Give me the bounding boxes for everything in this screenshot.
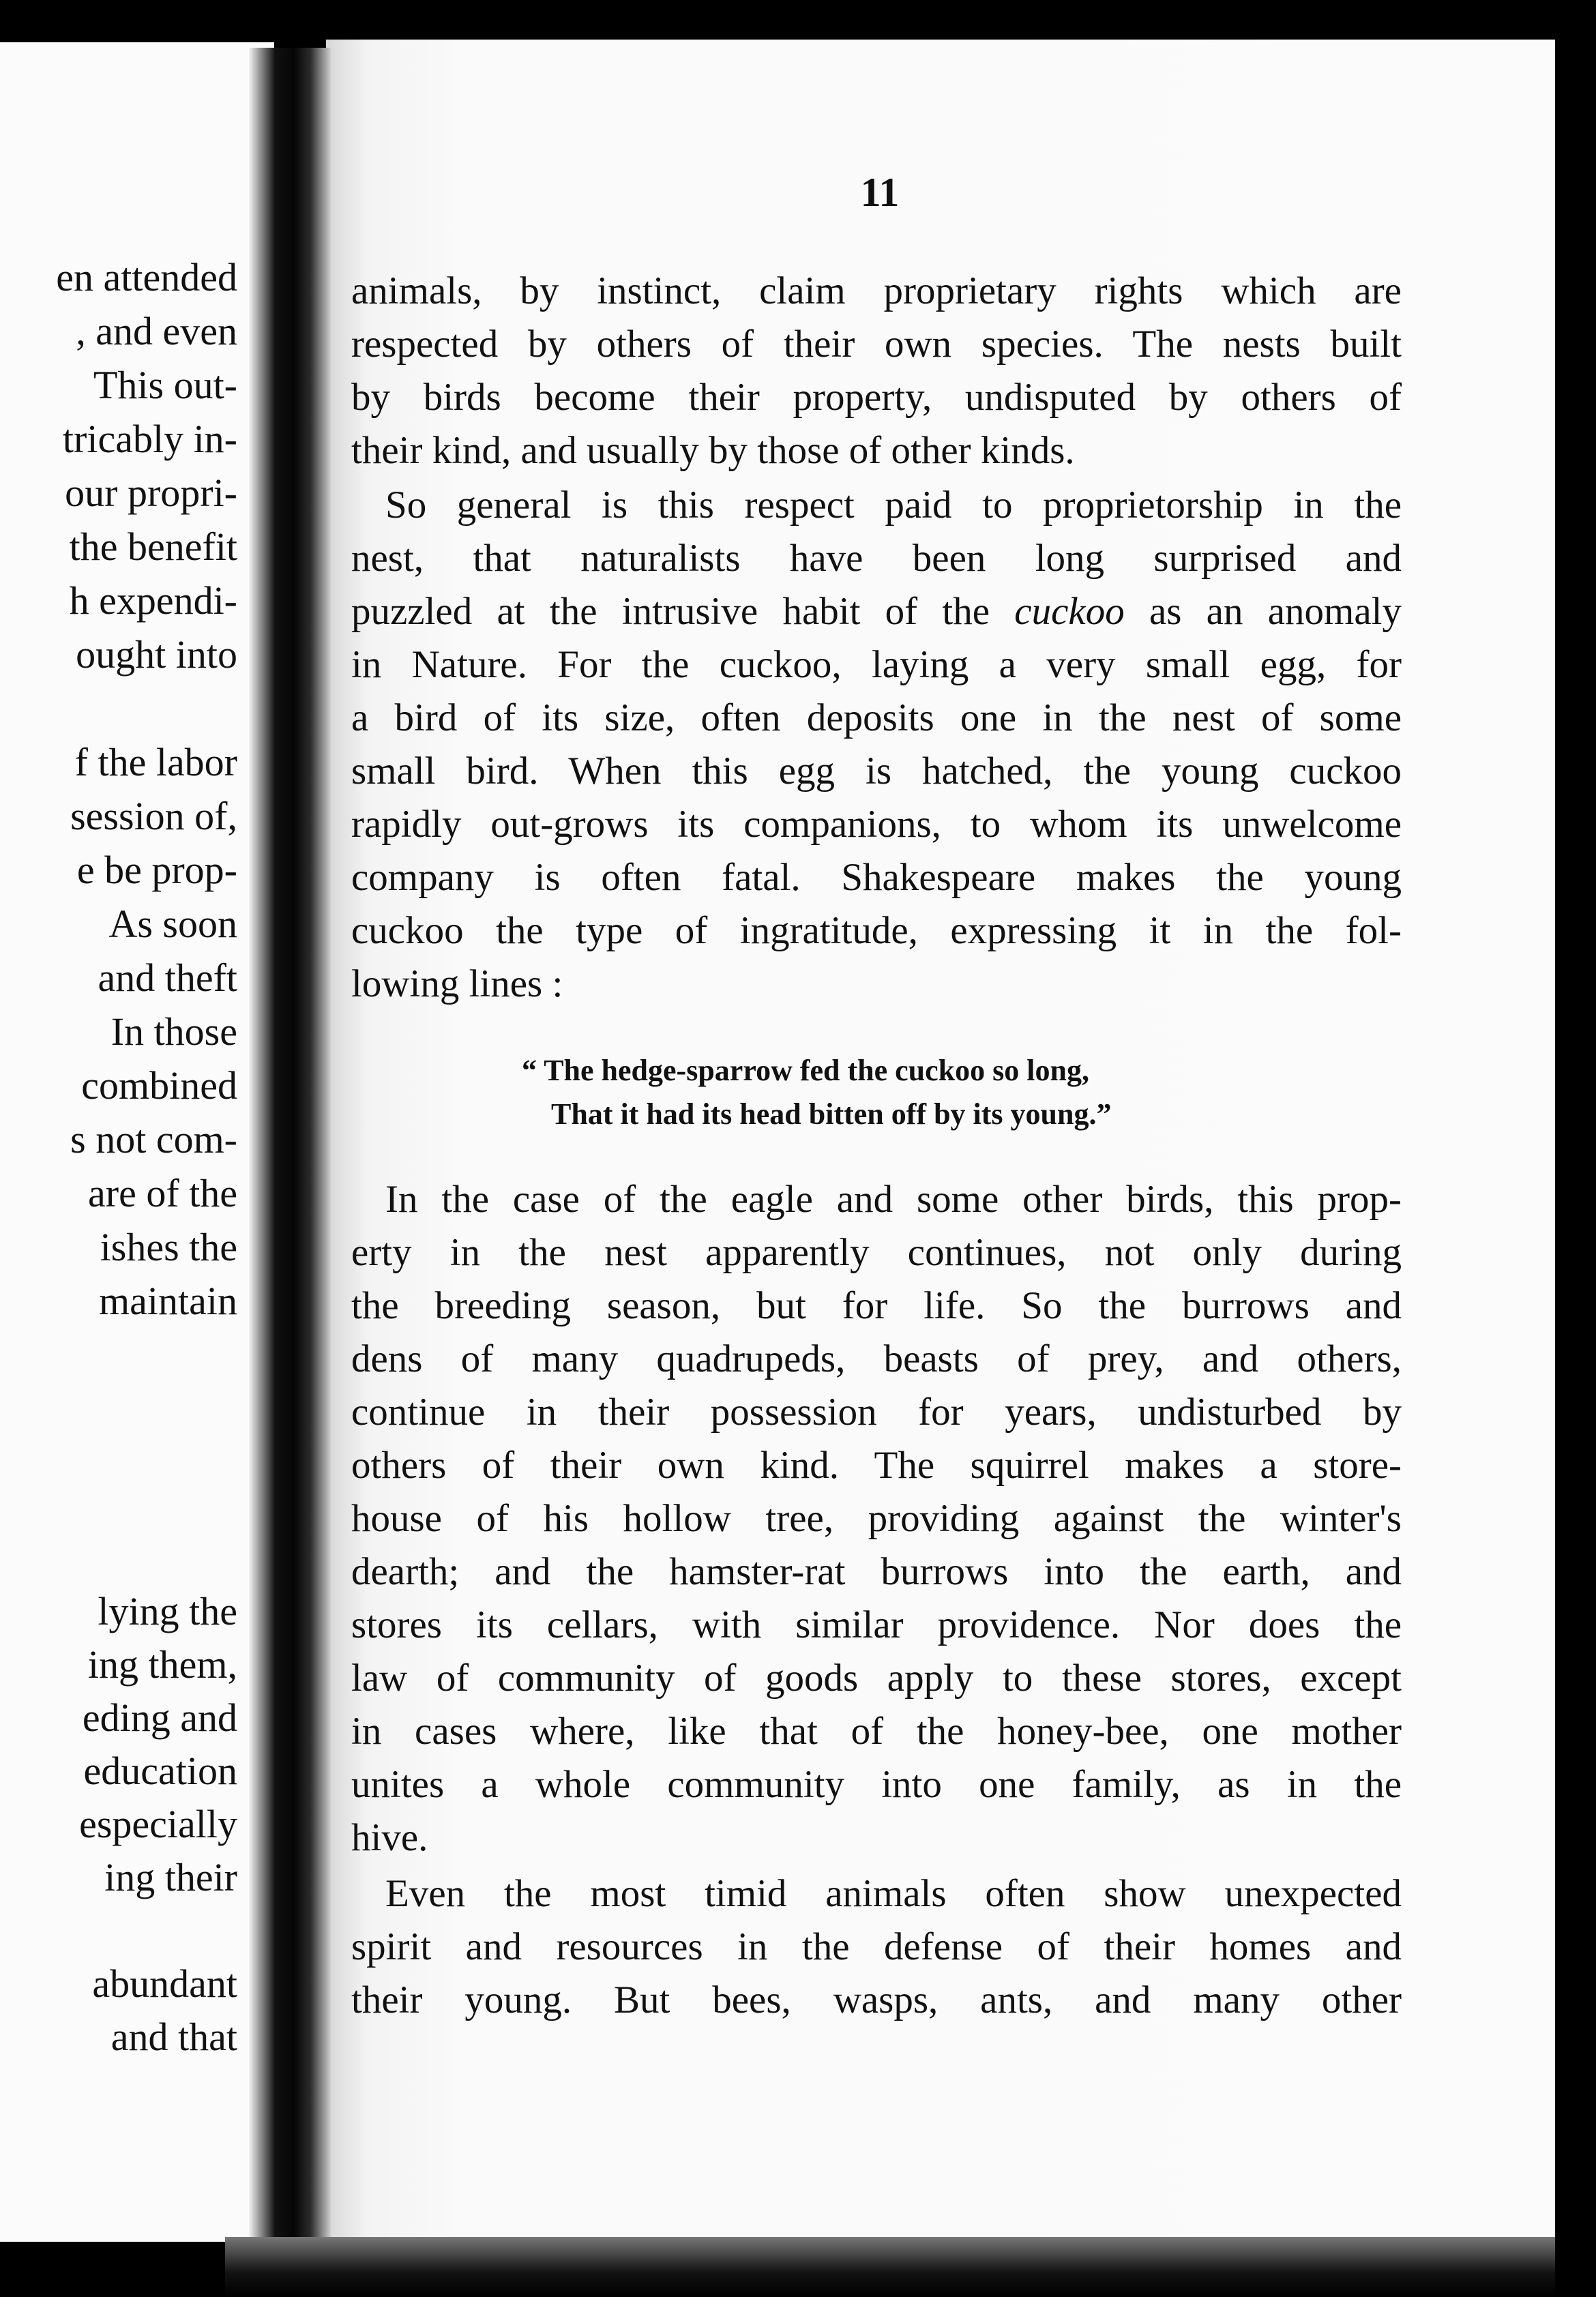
left-page-line: especially: [79, 1802, 237, 1846]
left-page-line: ing them,: [87, 1642, 237, 1687]
left-page-line: maintain: [99, 1279, 237, 1323]
left-page-line: ing their: [104, 1855, 237, 1899]
body-line: spirit and resources in the defense of their homes and: [351, 1925, 1402, 1968]
left-page-line: e be prop-: [76, 848, 237, 892]
right-edge-border: [1555, 0, 1596, 2297]
body-line: animals, by instinct, claim proprietary rights which are: [351, 269, 1402, 312]
bottom-edge-shadow: [225, 2237, 1555, 2297]
left-page-line: abundant: [92, 1961, 237, 2006]
body-line: small bird. When this egg is hatched, the young cuckoo: [351, 750, 1402, 792]
left-page-line: eding and: [82, 1695, 237, 1740]
quote-line: That it had its head bitten off by its young.”: [551, 1097, 1112, 1131]
italic-word: cuckoo: [1014, 590, 1125, 633]
body-line: unites a whole community into one family, as in the: [351, 1763, 1402, 1806]
body-line: Even the most timid animals often show unexpected: [385, 1872, 1402, 1915]
body-text: as an anomaly: [1124, 590, 1402, 633]
body-line: law of community of goods apply to these stores, except: [351, 1657, 1402, 1700]
body-line: dens of many quadrupeds, beasts of prey, and others,: [351, 1337, 1402, 1380]
body-line: in Nature. For the cuckoo, laying a very small egg, for: [351, 643, 1402, 686]
body-line: others of their own kind. The squirrel makes a store-: [351, 1444, 1402, 1487]
left-page-line: f the labor: [74, 740, 237, 784]
body-line: erty in the nest apparently continues, not only during: [351, 1231, 1402, 1274]
body-line: a bird of its size, often deposits one in the nest of some: [351, 696, 1402, 739]
body-line: rapidly out-grows its companions, to whom its unwelcome: [351, 803, 1402, 846]
left-facing-page: [0, 42, 274, 2242]
left-page-line: ought into: [76, 632, 237, 677]
left-page-line: session of,: [70, 794, 237, 838]
left-page-line: h expendi-: [69, 578, 237, 623]
left-page-line: our propri-: [65, 471, 237, 515]
body-line: nest, that naturalists have been long surprised and: [351, 537, 1402, 580]
body-line: dearth; and the hamster-rat burrows into the earth, and: [351, 1550, 1402, 1593]
left-page-line: In those: [110, 1009, 237, 1054]
left-page-line: lying the: [98, 1589, 237, 1633]
left-page-line: s not com-: [70, 1117, 237, 1161]
left-page-line: and theft: [98, 955, 237, 1000]
body-line: by birds become their property, undisputed by others of: [351, 376, 1402, 419]
left-page-line: This out-: [93, 363, 237, 407]
quote-line: “ The hedge-sparrow fed the cuckoo so long,: [522, 1054, 1089, 1087]
body-line: lowing lines :: [351, 962, 563, 1005]
body-line: hive.: [351, 1816, 428, 1859]
body-line: their young. But bees, wasps, ants, and many other: [351, 1979, 1402, 2021]
left-page-line: tricably in-: [62, 417, 237, 461]
left-page-line: , and even: [76, 309, 237, 353]
body-line-with-italic: [351, 592, 1402, 631]
left-page-line: ishes the: [100, 1225, 237, 1269]
body-line: respected by others of their own species. The nests built: [351, 323, 1402, 366]
body-line: in cases where, like that of the honey-bee, one mother: [351, 1710, 1402, 1753]
body-line: their kind, and usually by those of other kinds.: [351, 429, 1075, 472]
left-page-line: en attended: [56, 255, 237, 299]
left-page-line: combined: [81, 1063, 237, 1108]
body-line: So general is this respect paid to proprietorship in the: [385, 484, 1402, 527]
left-page-line: education: [83, 1749, 237, 1793]
left-page-line: are of the: [88, 1171, 237, 1215]
left-page-line: the benefit: [69, 524, 237, 569]
body-text: puzzled at the intrusive habit of the: [351, 590, 1015, 633]
left-page-line: As soon: [108, 902, 237, 946]
body-line: company is often fatal. Shakespeare makes the young: [351, 856, 1402, 899]
body-line: cuckoo the type of ingratitude, expressing it in the fol-: [351, 909, 1402, 952]
page-number: 11: [860, 170, 900, 215]
body-line: house of his hollow tree, providing against the winter's: [351, 1497, 1402, 1540]
body-line: In the case of the eagle and some other birds, this prop-: [385, 1178, 1402, 1221]
body-line: continue in their possession for years, undisturbed by: [351, 1391, 1402, 1434]
page-gutter: [249, 48, 331, 2237]
left-page-line: and that: [110, 2015, 237, 2059]
body-line: the breeding season, but for life. So the burrows and: [351, 1284, 1402, 1327]
body-line: stores its cellars, with similar providence. Nor does the: [351, 1603, 1402, 1646]
